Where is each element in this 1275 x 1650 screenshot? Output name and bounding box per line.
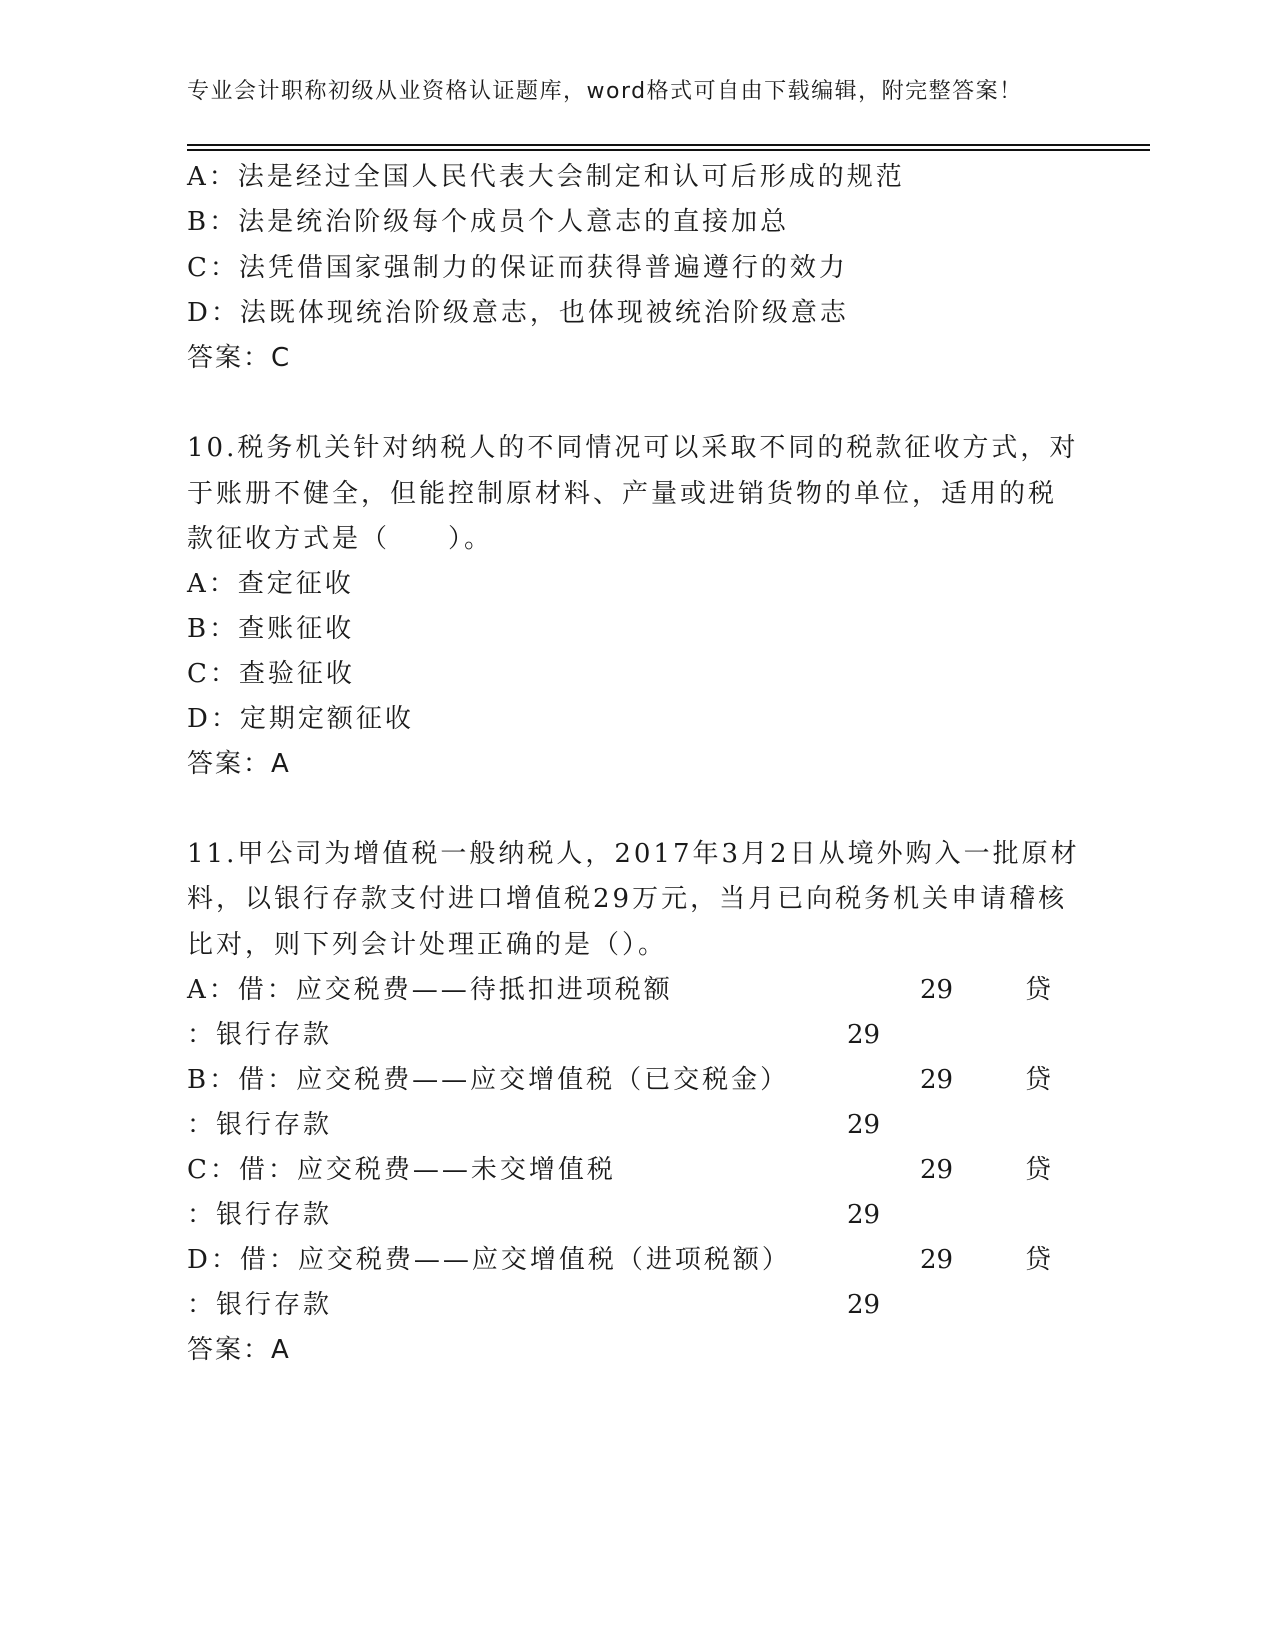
q11-answer: 答案：A xyxy=(187,1335,291,1365)
q11-option-a-credit-amount: 29 xyxy=(847,1020,881,1050)
header-rule-bottom xyxy=(187,149,1150,151)
q9-option-c: C：法凭借国家强制力的保证而获得普遍遵行的效力 xyxy=(187,253,848,283)
q11-option-d-credit-label: 贷 xyxy=(1025,1245,1052,1275)
q9-option-b: B：法是统治阶级每个成员个人意志的直接加总 xyxy=(187,207,790,237)
q10-stem-line-3: 款征收方式是（ ）。 xyxy=(187,524,494,554)
q11-option-c-credit-label: 贷 xyxy=(1025,1155,1052,1185)
q10-stem-line-1: 10.税务机关针对纳税人的不同情况可以采取不同的税款征收方式，对 xyxy=(187,433,1079,463)
q11-option-d-credit: ：银行存款 xyxy=(187,1290,333,1320)
q11-option-d-debit: D：借：应交税费——应交增值税（进项税额） xyxy=(187,1245,791,1275)
q11-option-b-credit: ：银行存款 xyxy=(187,1110,333,1140)
q11-option-d-credit-amount: 29 xyxy=(847,1290,881,1320)
q10-option-d: D：定期定额征收 xyxy=(187,704,414,734)
header-rule-top xyxy=(187,144,1150,146)
q9-option-a: A：法是经过全国人民代表大会制定和认可后形成的规范 xyxy=(187,162,905,192)
q11-option-b-debit-amount: 29 xyxy=(920,1065,954,1095)
q9-option-d: D：法既体现统治阶级意志，也体现被统治阶级意志 xyxy=(187,298,849,328)
q11-option-c-credit-amount: 29 xyxy=(847,1200,881,1230)
q11-option-b-credit-amount: 29 xyxy=(847,1110,881,1140)
q11-option-c-credit: ：银行存款 xyxy=(187,1200,333,1230)
q10-option-a: A：查定征收 xyxy=(187,569,354,599)
q11-option-b-debit: B：借：应交税费——应交增值税（已交税金） xyxy=(187,1065,790,1095)
q11-option-a-credit: ：银行存款 xyxy=(187,1020,333,1050)
q11-stem-line-1: 11.甲公司为增值税一般纳税人，2017年3月2日从境外购入一批原材 xyxy=(187,839,1080,869)
q11-option-b-credit-label: 贷 xyxy=(1025,1065,1052,1095)
q11-option-c-debit-amount: 29 xyxy=(920,1155,954,1185)
q10-answer: 答案：A xyxy=(187,749,291,779)
page-header: 专业会计职称初级从业资格认证题库，word格式可自由下载编辑，附完整答案！ xyxy=(187,79,1023,104)
q11-stem-line-3: 比对，则下列会计处理正确的是（）。 xyxy=(187,930,668,960)
q11-option-c-debit: C：借：应交税费——未交增值税 xyxy=(187,1155,616,1185)
q10-option-b: B：查账征收 xyxy=(187,614,355,644)
q9-answer: 答案：C xyxy=(187,343,292,373)
q10-stem-line-2: 于账册不健全，但能控制原材料、产量或进销货物的单位，适用的税 xyxy=(187,479,1058,509)
q11-option-d-debit-amount: 29 xyxy=(920,1245,954,1275)
q11-option-a-credit-label: 贷 xyxy=(1025,975,1052,1005)
q11-stem-line-2: 料，以银行存款支付进口增值税29万元，当月已向税务机关申请稽核 xyxy=(187,884,1068,914)
q11-option-a-debit-amount: 29 xyxy=(920,975,954,1005)
q10-option-c: C：查验征收 xyxy=(187,659,355,689)
q11-option-a-debit: A：借：应交税费——待抵扣进项税额 xyxy=(187,975,673,1005)
